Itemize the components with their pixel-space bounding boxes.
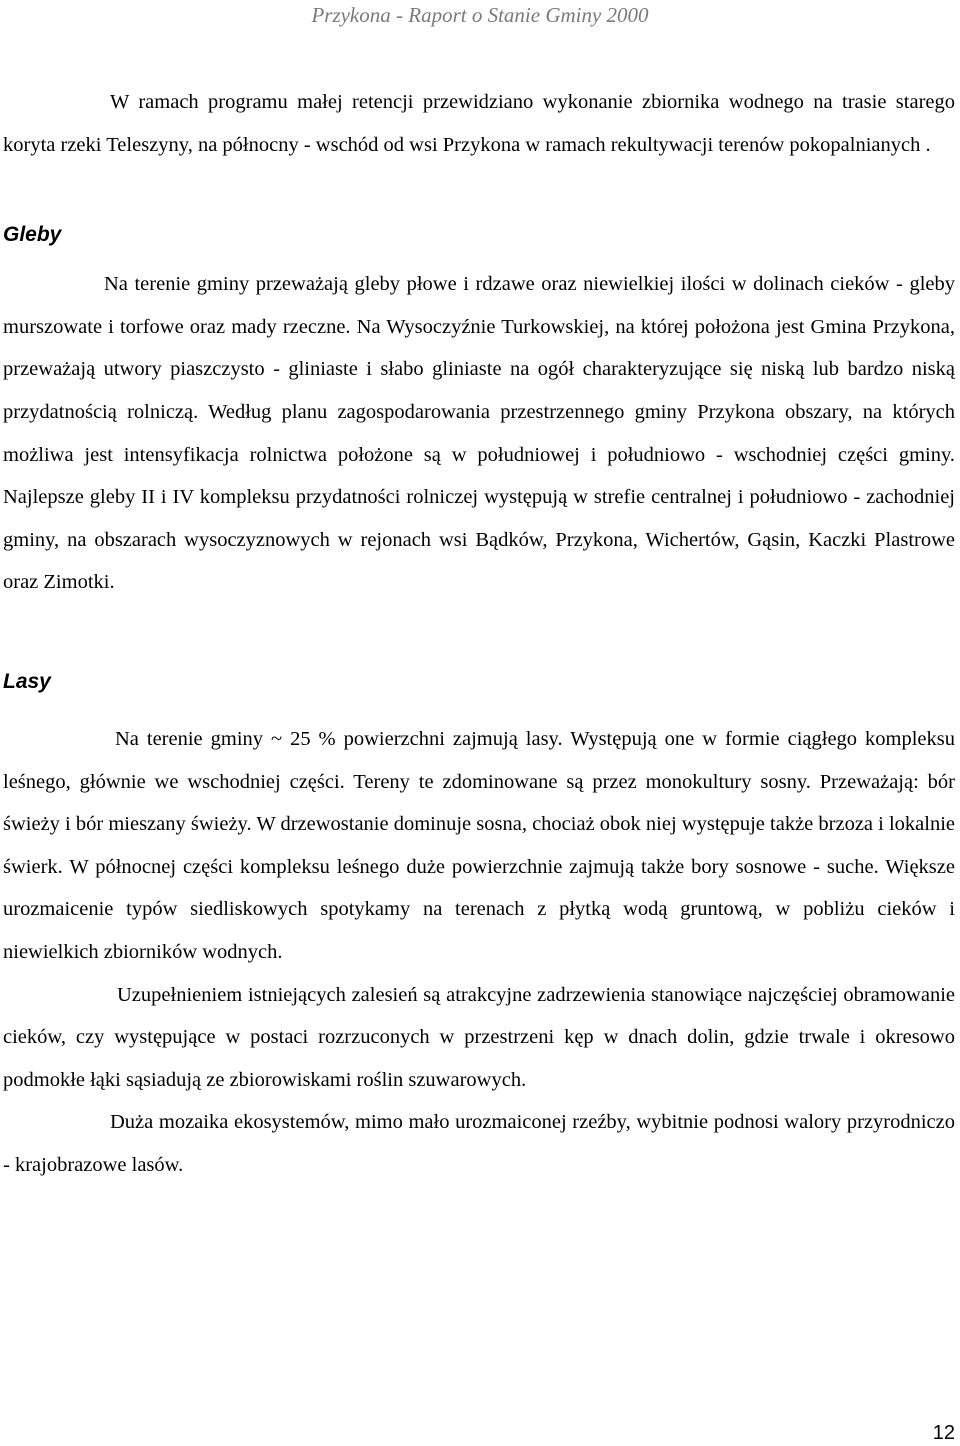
page-number: 12 [932,1422,955,1444]
running-header: Przykona - Raport o Stanie Gminy 2000 [311,3,649,27]
section-heading-gleby: Gleby [3,223,62,247]
section-heading-lasy: Lasy [3,669,51,693]
lasy-paragraph-1: Na terenie gminy ~ 25 % powierzchni zajmują lasy. Występują one w formie ciągłego kompleksu leśnego, głównie we wschodniej części. Tereny te zdominowane są przez monokultury sosny. Przeważają: bór świeży i bór mieszany świeży. W drzewostanie dominuje sosna, chociaż obok niej występuje także brzoza i lokalnie świerk. W północnej części kompleksu leśnego duże powierzchnie zajmują także bory sosnowe - suche. Większe urozmaicenie typów siedliskowych spotykamy na terenach z płytką wodą gruntową, w pobliżu cieków i niewielkich zbiorników wodnych. [3,727,955,963]
spacer [3,696,955,718]
gleby-paragraph: Na terenie gminy przeważają gleby płowe i rdzawe oraz niewielkiej ilości w dolinach cieków - gleby murszowate i torfowe oraz mady rzeczne. Na Wysoczyźnie Turkowskiej, na której położona jest Gmina Przykona, przeważają utwory piaszczysto - gliniaste i słabo gliniaste na ogół charakteryzujące się niską lub bardzo niską przydatnością rolniczą. Według planu zagospodarowania przestrzennego gminy Przykona obszary, na których możliwa jest intensyfikacja rolnictwa położone są w południowej i południowo - wschodniej części gminy. Najlepsze gleby II i IV kompleksu przydatności rolniczej występują w strefie centralnej i południowo - zachodniej gminy, na obszarach wysoczyznowych w rejonach wsi Bądków, Przykona, Wichertów, Gąsin, Kaczki Plastrowe oraz Zimotki. [3,273,955,594]
lasy-paragraph-2: Uzupełnieniem istniejących zalesień są atrakcyjne zadrzewienia stanowiące najczęściej obramowanie cieków, czy występujące w postaci rozrzuconych w przestrzeni kęp w dnach dolin, gdzie trwale i okresowo podmokłe łąki sąsiadują ze zbiorowiskami roślin szuwarowych. [3,983,955,1091]
page-body [3,81,955,1186]
spacer [3,166,955,221]
lasy-paragraph-3: Duża mozaika ekosystemów, mimo mało urozmaiconej rzeźby, wybitnie podnosi walory przyrodniczo - krajobrazowe lasów. [3,1111,955,1176]
spacer [3,249,955,263]
intro-paragraph: W ramach programu małej retencji przewidziano wykonanie zbiornika wodnego na trasie starego koryta rzeki Teleszyny, na północny - wschód od wsi Przykona w ramach rekultywacji terenów pokopalnianych . [3,91,955,156]
spacer [3,604,955,668]
